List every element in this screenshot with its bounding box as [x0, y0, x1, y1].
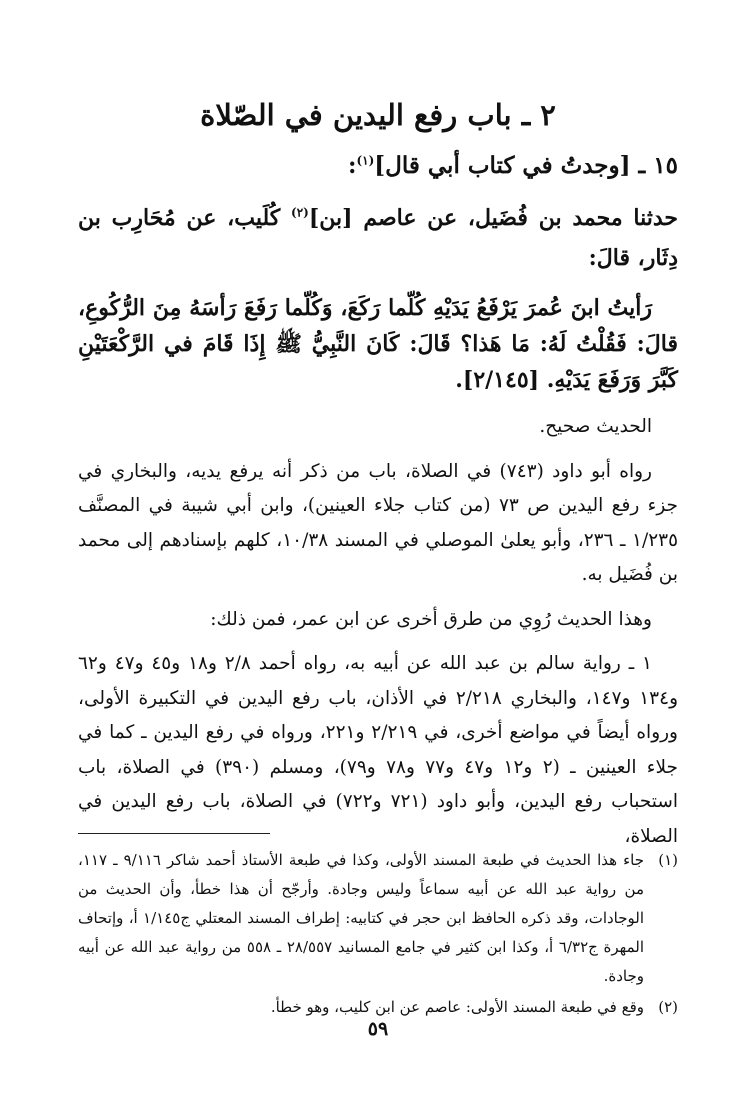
page-number: ٥٩: [367, 1018, 389, 1040]
hadith-matn: رَأيتُ ابنَ عُمرَ يَرْفَعُ يَدَيْهِ كُلّما رَكَعَ، وَكُلّما رَفَعَ رَأسَهُ مِنَ الرُّكُوعِ، قالَ: فَقُلْتُ لَهُ: مَا هَذا؟ قَالَ: كَانَ النَّبِيُّ ﷺ إِذَا قَامَ في الرَّكْعَتَيْنِ كَبَّرَ وَرَفَعَ يَدَيْهِ. [٢/١٤٥].: [78, 295, 678, 393]
hadith-isnad: [78, 198, 678, 278]
footnote-number: (٢): [658, 998, 678, 1016]
isnad-part-2: كُلَيب، عن مُحَارِب بن دِثَار، قالَ:: [78, 205, 678, 271]
hadith-heading: [78, 148, 678, 184]
hadith-grade: الحديث صحيح.: [539, 416, 652, 437]
footnotes: [78, 846, 678, 1024]
footnote-number: (١): [658, 851, 678, 869]
footnote-text: جاء هذا الحديث في طبعة المسند الأولى، وكذا في طبعة الأستاذ أحمد شاكر ٩/١١٦ ـ ١١٧، من رواية عبد الله عن أبيه سماعاً وليس وجادة. وأرجّح أن هذا خطأ، وأن الحديث من الوجادات، وقد ذكره الحافظ ابن حجر في كتابيه: إطراف المسند المعتلي ج١/١٤٥ أ، وإتحاف المهرة ج٦/٣٢ أ، وكذا ابن كثير في جامع المسانيد ٢٨/٥٥٧ ـ ٥٥٨ من رواية عبد الله عن أبيه وجادة.: [78, 851, 644, 985]
hadith-heading-colon: :: [347, 152, 357, 179]
commentary-paragraph-2: وهذا الحديث رُوِي من طرق أخرى عن ابن عمر، فمن ذلك:: [210, 608, 652, 630]
commentary-paragraph-1: رواه أبو داود (٧٤٣) في الصلاة، باب من ذكر أنه يرفع يديه، والبخاري في جزء رفع اليدين ص ٧٣ (من كتاب جلاء العينين)، وابن أبي شيبة في المصنَّف ١/٢٣٥ ـ ٢٣٦، وأبو يعلىٰ الموصلي في المسند ١٠/٣٨، كلهم بإسنادهم إلى محمد بن فُضَيل به.: [78, 460, 679, 585]
footnote-ref-2: (٢): [291, 205, 309, 220]
footnote-ref-1: (١): [356, 153, 375, 168]
chapter-title: ٢ ـ باب رفع اليدين في الصّلاة: [200, 98, 556, 132]
book-page: [78, 96, 679, 1040]
footnote-text: وقع في طبعة المسند الأولى: عاصم عن ابن كليب، وهو خطأ.: [270, 998, 644, 1016]
isnad-part-1: حدثنا محمد بن فُضَيل، عن عاصم [بن]: [308, 205, 678, 231]
commentary-paragraph-3: ١ ـ رواية سالم بن عبد الله عن أبيه به، رواه أحمد ٢/٨ و١٨ و٤٥ و٤٧ و٦٢ و١٣٤ و١٤٧، والبخاري ٢/٢١٨ في الأذان، باب رفع اليدين في التكبيرة الأولى، ورواه أيضاً في مواضع أخرى، في ٢/٢١٩ و٢٢١، ورواه في رفع اليدين ـ كما في جلاء العينين ـ (٢ و١٢ و٤٧ و٧٧ و٧٨ و٧٩)، ومسلم (٣٩٠) في الصلاة، باب استحباب رفع اليدين، وأبو داود (٧٢١ و٧٢٢) في الصلاة، باب رفع اليدين في الصلاة،: [78, 653, 678, 847]
footnote-divider: [78, 833, 270, 834]
hadith-heading-text: ١٥ ـ [وجدتُ في كتاب أبي قال]: [374, 152, 678, 179]
footnote-item: [78, 846, 678, 991]
